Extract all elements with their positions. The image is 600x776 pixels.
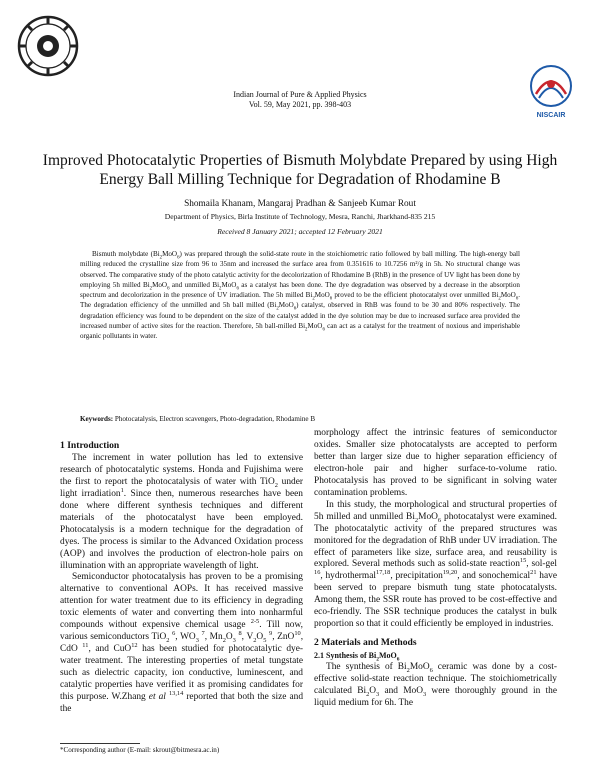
paper-authors: Shomaila Khanam, Mangaraj Pradhan & Sanjeeb Kumar Rout xyxy=(184,199,416,209)
abstract: Bismuth molybdate $(Bi_2MoO_6)$ was prepared through the solid-state route in the stoichiometric ratio followed by ball milling. The high-energy ball milling reduced the crystalline size from 96 to 35nm and increased the surface area from 0.351616 to 10.7256 m²/g in 5h. No structural change was observed. The comparative study of the photo catalytic activity for the decolorization of Rhodamine B (RhB) in the presence of UV light has been done by employing 5h milled $Bi_2MoO_6$ and unmilled $Bi_2MoO_6$ as a catalyst has been done. The dye degradation was observed by a decrease in the absorption spectrum and decolorization in the presence of UV irradiation. The 5h milled $Bi_2MoO_6$ proved to be the efficient photocatalyst over unmilled $Bi_2MoO_6$. The degradation efficiency of the unmilled and 5h ball milled $(Bi_2MoO_6)$ catalyst, observed in RhB was found to be 30 and 80% respectively. The degradation efficiency was found to be dependent on the size of the catalyst added in the dye solution may be due to increased surface area provided the increased number of active sites for the reaction. Therefore, 5h ball-milled $Bi_2MoO_6$ can act as a catalyst for the treatment of noxious and imperishable organic pollutants in water. xyxy=(80,250,520,340)
body-column-left xyxy=(60,440,303,716)
body-column-right xyxy=(314,428,557,710)
corresponding-author-footnote: *Corresponding author (E-mail: skrout@bitmesra.ac.in) xyxy=(60,746,220,754)
intro-paragraph-2: Semiconductor photocatalysis has proven to be a promising alternative to conventional AOPs. It has received massive attention for water treatment due to its efficiency in degrading toxic elements of water and converting them into nonharmful compounds without expensive chemical usage $^{2-5}$. Till now, various semiconductors TiO$_2$ $^6$, $WO_3$ $^7$, $Mn_2O_3$ $^8$, $V_2O_5$ $^9$, ZnO$^{10}$, CdO $^{11}$, and CuO$^{12}$ has been studied for photocatalytic dye-water treatment. The interesting properties of metal tungstate such as dielectric capacity, ion conductive, luminescent, and catalytic properties have verified it as promising candidates for this purpose. W.Zhang et al $^{13,14}$ reported that both the size and the xyxy=(60,572,304,714)
intro-paragraph-3: In this study, the morphological and structural properties of 5h milled and unmilled $Bi_2MoO_6$ photocatalyst were examined. The photocatalytic activity of the prepared structures was monitored for the degradation of RhB under UV irradiation. The effect of parameters like size, surface area, and reusability is explored. Several methods such as solid-state reaction$^{15}$, sol-gel $^{16}$, hydrothermal$^{17,18}$, precipitation$^{19,20}$, and sonochemical$^{21}$ have been served to prepare bismuth tung state photocatalysts. Among them, the SSR route has proved to be cost-effective and eco-friendly. The SSR technique produces the catalyst in bulk proportion so that it could efficiently be employed in industries. xyxy=(314,499,557,630)
journal-volume: Vol. 59, May 2021, pp. 398-403 xyxy=(248,100,352,109)
keywords xyxy=(80,415,520,423)
csir-emblem-logo xyxy=(16,14,80,78)
methods-paragraph-1: The synthesis of $Bi_2MoO_6$ ceramic was done by a cost-effective solid-state reaction technique. The stoichiometrically calculated $Bi_2O_3$ and MoO$_3$ were thoroughly ground in the liquid medium for 6h. The xyxy=(314,662,558,708)
niscair-emblem-icon xyxy=(526,64,576,110)
footnote-rule xyxy=(60,743,140,744)
subsection-heading-synthesis: 2.1 Synthesis of $Bi_2MoO_6$ xyxy=(314,651,400,663)
keywords-label: Keywords: xyxy=(80,415,114,423)
journal-header xyxy=(120,90,480,110)
paper-dates: Received 8 January 2021; accepted 12 February 2021 xyxy=(217,227,383,236)
journal-name: Indian Journal of Pure & Applied Physics xyxy=(233,90,367,99)
section-heading-materials-methods: 2 Materials and Methods xyxy=(314,637,417,649)
section-heading-introduction: 1 Introduction xyxy=(60,440,120,451)
niscair-logo xyxy=(526,64,576,126)
paper-title: Improved Photocatalytic Properties of Bismuth Molybdate Prepared by using High Energy Ball Milling Technique for Degradation of Rhodamine B xyxy=(42,152,558,188)
intro-paragraph-1: The increment in water pollution has led to extensive research of photocatalytic systems. Honda and Fujishima were the first to report the photocatalysis of water with TiO$_2$ under light irradiation$^1$. Since then, numerous researches have been done where different synthesis techniques and different materials of the photocatalyst have been employed. Photocatalysis is a modern technique for the degradation of dyes. The process is similar to the Advanced Oxidation process (AOP) and involves the production of electron-hole pairs on illumination with an appropriate wavelength of light. xyxy=(60,452,303,571)
niscair-logo-text: NISCAIR xyxy=(536,112,566,119)
keywords-list: Photocatalysis, Electron scavengers, Photo-degradation, Rhodamine B xyxy=(114,415,316,423)
intro-paragraph-2-cont: morphology affect the intrinsic features of semiconductor oxides. Smaller size photocatalysts are accepted to perform better than larger size due to higher separation efficiency of electron-hole pair and higher surface-to-volume ratio. Photocatalysis has proved to be significant in solving water contamination problems. xyxy=(314,428,557,498)
paper-affiliation: Department of Physics, Birla Institute of Technology, Mesra, Ranchi, Jharkhand-835 215 xyxy=(164,212,436,221)
